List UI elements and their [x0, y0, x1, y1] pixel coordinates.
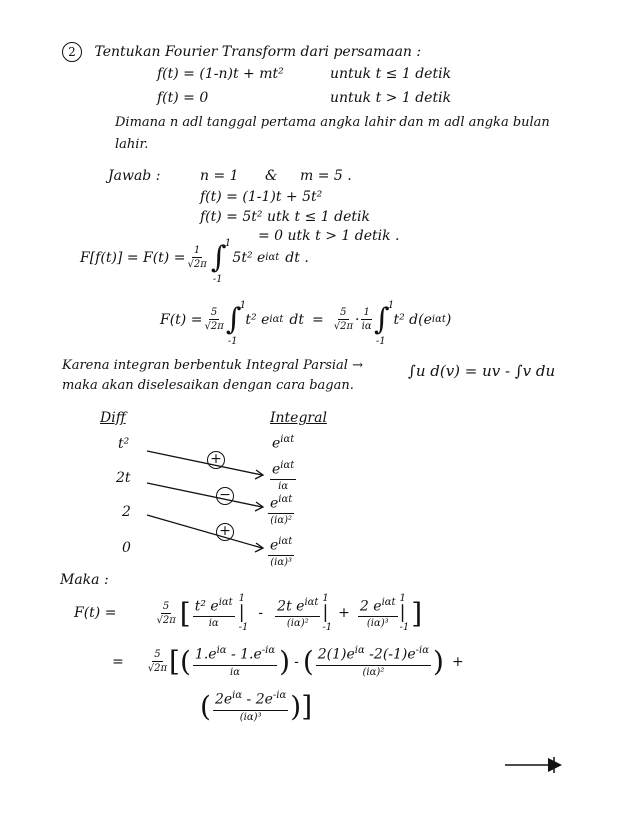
fourier2-coef-den: √2π [204, 321, 224, 332]
exp2-a: 2(1)e [317, 647, 355, 664]
integrand-2-exp: iαt [269, 314, 284, 325]
sign-minus: − [216, 487, 234, 505]
problem-number: 2 [62, 42, 82, 62]
integrand-3: t² d(e [393, 311, 432, 328]
int-row-4 [266, 536, 296, 568]
fourier2-coef-num: 5 [210, 307, 218, 318]
diff-row-2: 2t [116, 470, 131, 486]
paren2-close: ) [433, 645, 444, 678]
exp2-a-exp: iα [354, 645, 365, 657]
eval2-low: -1 [322, 622, 333, 634]
exp1-den: iα [230, 666, 240, 678]
arrow-row2 [147, 483, 262, 507]
bracket2-open: [( [169, 645, 191, 678]
integral-sign: ∫ [210, 240, 227, 275]
sign-3 [216, 520, 234, 541]
parts-note-1: Karena integran berbentuk Integral Parsial → [62, 358, 363, 373]
f-substituted: f(t) = (1-1)t + 5t² [200, 189, 323, 205]
integrand-3-exp: iαt [431, 314, 446, 325]
problem-header [62, 42, 421, 62]
result-coef-den: √2π [156, 614, 176, 626]
fourier2-coefb-den: √2π [333, 321, 354, 332]
parts-note-2: maka akan diselesaikan dengan cara bagan. [62, 378, 354, 393]
eval3-low: -1 [399, 622, 410, 634]
eval-bar-3: 1 | -1 [399, 593, 410, 634]
eval1-up: 1 [238, 593, 246, 604]
exp3-a: 2e [214, 692, 233, 709]
integral3-upper: 1 [387, 300, 395, 311]
exp1-a-exp: iα [216, 645, 227, 657]
result-op2: + [338, 605, 350, 622]
integral3-lower: -1 [375, 336, 386, 347]
int-row-3 [266, 494, 296, 526]
m-value: m = 5 . [300, 168, 352, 184]
result-coef-num: 5 [162, 600, 170, 612]
f-case-1: f(t) = 5t² utk t ≤ 1 detik [200, 209, 370, 225]
diff-row-1: t² [118, 436, 130, 452]
exp1-b-exp: -iα [261, 645, 276, 657]
int-row-2 [268, 460, 298, 492]
n-value: n = 1 [200, 168, 239, 184]
answer-label: Jawab : [108, 168, 161, 184]
diff-header: Diff [100, 410, 126, 426]
arrow-row1 [147, 451, 262, 475]
fourier-coef-den: √2π [187, 259, 207, 270]
result-term-2 [275, 597, 320, 629]
paren3-open: ( [200, 690, 211, 723]
integral-upper: 1 [224, 238, 232, 249]
result-plus: + [451, 653, 464, 670]
result-line-3 [200, 690, 312, 723]
int-row-2-den: iα [278, 481, 289, 493]
eval-bar-2: 1 | -1 [322, 593, 333, 634]
expansion-3 [213, 690, 288, 722]
int-row-4-base: e [270, 537, 279, 554]
result-t3-den: (iα)³ [366, 618, 389, 630]
integral-sign-3: ∫ [373, 302, 390, 337]
sign-1 [207, 448, 225, 469]
sign-plus-2: + [216, 523, 234, 541]
exp3-den: (iα)³ [239, 711, 262, 723]
result-minus: - [294, 653, 299, 670]
result-t3-exp: iαt [381, 597, 396, 609]
result-label: Maka : [60, 572, 109, 588]
fourier2-coefc-num: 1 [363, 307, 370, 318]
diff-row-4: 0 [122, 540, 131, 556]
integrand-2: t² e [245, 311, 270, 328]
result-t3-num: 2 e [359, 598, 382, 615]
expansion-1 [193, 645, 277, 677]
definition-line-1: f(t) = (1-n)t + mt² [157, 66, 284, 82]
paren2-open: ( [302, 645, 314, 678]
result-t1-num: t² e [194, 598, 219, 615]
integrand-1-dt: dt . [285, 249, 309, 266]
int-row-3-den: (iα)² [270, 515, 293, 527]
exp1-b: - 1.e [226, 647, 262, 664]
fourier-definition [80, 238, 309, 285]
fourier2-coef-c [361, 307, 371, 332]
exp2-b: -2(-1)e [364, 647, 416, 664]
eval3-up: 1 [399, 593, 406, 604]
int-row-4-den: (iα)³ [270, 557, 293, 569]
paren1-close: ) [279, 645, 291, 678]
integral-lower: -1 [212, 274, 223, 285]
eval1-low: -1 [238, 622, 249, 634]
exp1-a: 1.e [194, 647, 217, 664]
result-t1-exp: iαt [218, 597, 233, 609]
fourier2-coef-b [334, 307, 353, 332]
eval2-up: 1 [322, 593, 329, 604]
result2-coef-den: √2π [147, 663, 168, 674]
int-row-1-exp: iαt [280, 434, 295, 445]
definition-line-2: f(t) = 0 [157, 90, 209, 106]
integrand-3-close: ) [445, 311, 452, 328]
integrand-1: 5t² e [232, 249, 266, 266]
exp2-b-exp: -iα [415, 645, 430, 657]
f-case-2: = 0 utk t > 1 detik . [258, 228, 400, 244]
result2-coef [148, 649, 167, 674]
integrand-1-exp: iαt [265, 252, 280, 263]
int-row-2-base: e [272, 461, 281, 478]
fourier2-eq: = [311, 311, 324, 328]
result-coef [156, 601, 175, 626]
bracket-close: ] [411, 596, 423, 630]
definition-cond-2: untuk t > 1 detik [330, 90, 452, 106]
integral-2 [225, 300, 247, 347]
result-term-3 [358, 597, 398, 629]
integral-header: Integral [270, 410, 327, 426]
eval-bar-1: 1 | -1 [238, 593, 249, 634]
result-lhs: F(t) = [74, 605, 117, 622]
result2-coef-num: 5 [154, 649, 161, 660]
note-line-2: lahir. [115, 137, 149, 152]
integral-sign-2: ∫ [225, 302, 242, 337]
result-t2-exp: iαt [304, 597, 319, 609]
integral2-lower: -1 [227, 336, 238, 347]
fourier2-coefb-num: 5 [340, 307, 347, 318]
fourier-coef-num: 1 [193, 245, 201, 256]
result-t1-den: iα [208, 618, 219, 630]
result-op1: - [258, 605, 264, 622]
result-t2-den: (iα)² [286, 618, 309, 630]
integral-1 [210, 238, 232, 285]
exp3-b-exp: -iα [272, 690, 287, 702]
bracket-open: [ [179, 596, 191, 630]
parts-formula: ∫u d(v) = uv - ∫v du [408, 362, 556, 380]
amp-sign: & [265, 168, 278, 184]
paren3-close: )] [290, 690, 313, 723]
integrand-2-dt: dt [289, 311, 304, 328]
int-row-4-exp: iαt [278, 536, 293, 547]
exp2-den: (iα)² [362, 666, 385, 678]
exp3-b: - 2e [242, 692, 273, 709]
arrow-row3 [147, 515, 262, 548]
integral-3 [373, 300, 395, 347]
int-row-3-base: e [270, 495, 279, 512]
sign-plus-1: + [207, 451, 225, 469]
int-row-3-exp: iαt [278, 494, 293, 505]
expansion-2 [316, 645, 431, 677]
sign-2 [216, 484, 234, 505]
fourier2-coef [204, 307, 223, 332]
fourier2-coefc-den: iα [361, 321, 372, 332]
fourier-lhs: F[f(t)] = F(t) = [80, 249, 186, 266]
fourier2-dot: · [355, 311, 360, 328]
integral2-upper: 1 [239, 300, 247, 311]
note-line-1: Dimana n adl tanggal pertama angka lahir dan m adl angka bulan [115, 115, 550, 130]
problem-intro: Tentukan Fourier Transform dari persamaan : [94, 44, 422, 60]
int-row-1 [272, 434, 294, 452]
fourier-simplified [160, 300, 452, 347]
int-row-2-exp: iαt [280, 460, 295, 471]
definition-cond-1: untuk t ≤ 1 detik [330, 66, 452, 82]
int-row-1-base: e [272, 435, 281, 452]
fourier2-lhs: F(t) = [160, 311, 203, 328]
result-line-1 [74, 592, 422, 634]
result-term-1 [193, 597, 235, 629]
result-t2-num: 2t e [277, 598, 305, 615]
diff-row-3: 2 [122, 504, 131, 520]
fourier-coef [187, 245, 206, 270]
result-eq2: = [112, 653, 124, 670]
result-line-2 [112, 645, 464, 678]
exp3-a-exp: iα [232, 690, 243, 702]
